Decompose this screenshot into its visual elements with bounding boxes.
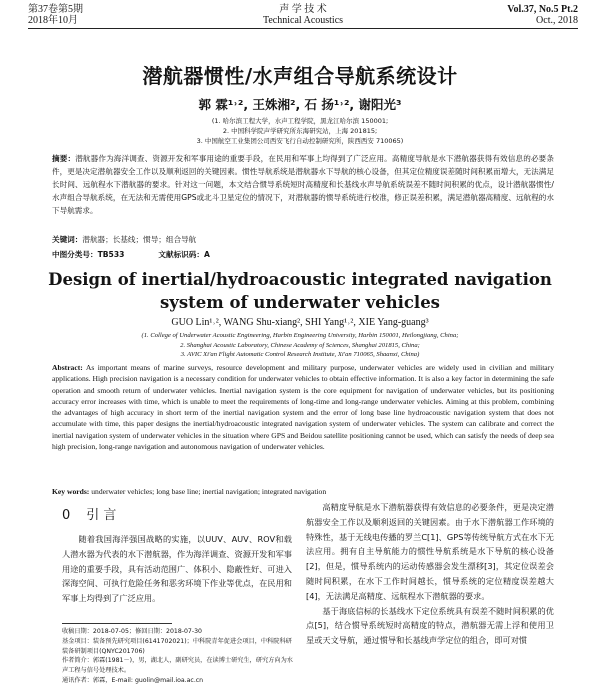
header-date-cn: 2018年10月	[28, 15, 78, 26]
authors-en: GUO Lin¹˒², WANG Shu-xiang², SHI Yang¹˒², XIE Yang-guang³	[171, 317, 429, 328]
intro-right-paragraph-2: 基于海底信标的长基线水下定位系统具有误差不随时间积累的优点[5]，结合惯导系统短时高精度的特点，潜航器无需上浮和使用卫星或天文导航，通过惯导和长基线声学定位的组合，即可对惯	[306, 605, 554, 646]
section-title: 引 言	[86, 508, 117, 523]
affiliation-en-3: 3. AVIC Xi'an Flight Automatic Control Research Institute, Xi'an 710065, Shaanxi, China)	[180, 351, 420, 358]
header-center	[28, 4, 578, 26]
keywords-en-label: Key words:	[52, 487, 90, 496]
abstract-cn-label: 摘要：	[52, 154, 76, 163]
intro-left-column: 随着我国海洋强国战略的实施，以UUV、AUV、ROV和载人潜水器为代表的水下潜航器，作为海洋调查、资源开发和军事用途的重要手段，具有活动范围广、体积小、隐蔽性好、可进入深海空间、可执行危险任务和恶劣环境下作业等优点，在民用和军事上均得到了广泛应用。	[62, 534, 292, 604]
abstract-cn	[52, 152, 554, 217]
intro-right-paragraph-1: 高精度导航是水下潜航器获得有效信息的必要条件，更是决定潜航器安全工作以及顺利返回的关键因素。由于水下潜航器工作环境的特殊性，基于无线电传播的罗兰C[1]、GPS等传统导航方式在水下无法应用。拥有自主导航能力的惯性导航系统是水下导航的核心设备[2]，但是，惯导系统内的运动传感器会发生漂移[3]，其定位误差会随时间积累，在水下工作时间越长，惯导系统的定位精度误差越大[4]，无法满足高精度、远航程水下潜航器的要求。	[306, 502, 554, 601]
header-date-en: Oct., 2018	[536, 15, 578, 26]
keywords-en-text: underwater vehicles; long base line; inertial navigation; integrated navigation	[91, 487, 327, 496]
title-en-line-1: Design of inertial/hydroacoustic integrated navigation	[48, 270, 552, 289]
document-code-label: 文献标识码：	[158, 250, 204, 259]
keywords-cn-label: 关键词：	[52, 235, 83, 244]
header-journal-en: Technical Acoustics	[262, 15, 344, 26]
footnotes	[62, 627, 294, 686]
footnote-rule	[62, 623, 172, 624]
header-journal-cn: 声 学 技 术	[279, 4, 327, 15]
header-volume-en: Vol.37, No.5 Pt.2	[507, 4, 578, 15]
affiliation-cn-1: (1. 哈尔滨工程大学，水声工程学院，黑龙江哈尔滨 150001;	[211, 117, 389, 125]
classification-cn	[52, 249, 554, 261]
footnote-corresponding: 通讯作者：郭霖，E-mail: guolin@mail.ioa.ac.cn	[62, 676, 204, 684]
clc-label: 中图分类号：	[52, 250, 98, 259]
abstract-en-label: Abstract:	[52, 363, 83, 372]
document-code	[158, 250, 209, 259]
header-rule	[28, 28, 578, 29]
keywords-cn-text: 潜航器；长基线；惯导；组合导航	[82, 235, 197, 244]
header-volume-cn: 第37卷第5期	[28, 4, 83, 15]
clc-number	[52, 250, 124, 259]
authors-cn: 郭 霖¹˒², 王姝湘², 石 扬¹˒², 谢阳光³	[198, 97, 402, 112]
affiliation-en-1: (1. College of Underwater Acoustic Engineering, Harbin Engineering University, Harbin 150001, Heilongjiang, China;	[141, 332, 459, 339]
keywords-cn	[52, 234, 554, 246]
title-en	[0, 268, 600, 314]
abstract-cn-text: 潜航器作为海洋调查、资源开发和军事用途的重要手段，在民用和军事上均得到了广泛应用。高精度导航是水下潜航器获得有效信息的必要条件，更是决定潜航器安全工作以及顺利返回的关键因素。惯性导航系统是潜航器水下导航的核心设备，但其定位精度误差随时间积累而增大，无法满足长时间、远航程水下潜航器的要求。针对这一问题，本文结合惯导系统短时高精度和长基线水声导航系统误差不随时间积累的优点，设计潜航器惯性/水声组合导航系统，在无法和无需使用GPS或北斗卫星定位的情况下，对潜航器的惯导系统进行校准，修正误差积累，满足潜航器高精度、远航程的水下导航需求。	[52, 154, 555, 215]
intro-right-column	[306, 500, 554, 648]
document-code-value: A	[203, 250, 210, 259]
footnote-received: 收稿日期：2018-07-05；修回日期：2018-07-30	[62, 628, 202, 635]
clc-value: TB533	[97, 250, 125, 259]
running-header	[28, 4, 578, 28]
section-number: 0	[62, 508, 71, 523]
affiliation-cn-3: 3. 中国航空工业集团公司西安飞行自动控制研究所，陕西西安 710065)	[196, 137, 404, 145]
title-en-line-2: system of underwater vehicles	[160, 293, 440, 312]
header-right	[507, 4, 578, 26]
title-cn: 潜航器惯性/水声组合导航系统设计	[142, 64, 458, 88]
affiliation-cn-2: 2. 中国科学院声学研究所东海研究站，上海 201815;	[222, 127, 378, 135]
affiliations-en	[0, 331, 600, 360]
section-heading-introduction	[62, 504, 116, 523]
affiliations-cn	[0, 116, 600, 146]
affiliation-en-2: 2. Shanghai Acoustic Laboratory, Chinese Academy of Sciences, Shanghai 201815, China;	[180, 341, 420, 349]
footnote-author-bio: 作者简介：郭霖(1981－)，男，湖北人，副研究员，在读博士研究生，研究方向为水声工程与信号处理技术。	[62, 657, 293, 675]
abstract-en-text: As important means of marine surveys, resource development and military purpose, underwater vehicles are widely used in civilian and military applications. High precision navigation is a necessary condition for underwater vehicles to obtain effective information. It is also a key factor in determining the safe operation and smooth return of underwater vehicles. Inertial navigation system is the core equipment for navigation of underwater vehicles, but its positioning accuracy error increases with time, which is unable to meet the requirements of long-time and long-range underwater vehicles. Aiming at this problem, combining the advantages of high accuracy in short term of the inertial navigation system and the error of long base line hydroacoustic navigation system that does not accumulate with time, this paper designs the inertial/hydroacoustic integrated navigation system of underwater vehicles. The system can calibrate and correct the inertial navigation system of underwater vehicles in the situation where GPS and Beidou satellite positioning cannot be used, which can satisfy the needs of deep sea high precision, long-range navigation and autonomous navigation of underwater vehicles.	[52, 363, 554, 452]
keywords-en	[52, 486, 554, 497]
footnote-funding: 基金项目：装备预先研究项目(6141702021)；中科院青年促进会项目，中科院科研装备研制项目(QNYC201706)	[62, 637, 292, 655]
abstract-en	[52, 362, 554, 452]
